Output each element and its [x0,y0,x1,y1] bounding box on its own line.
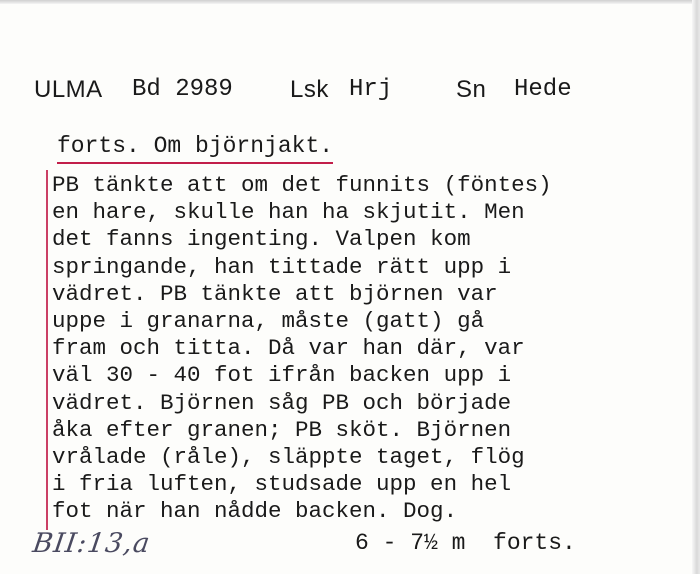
socken-label: Sn [456,76,487,103]
body-line: det fanns ingenting. Valpen kom [52,226,471,253]
landskap-label: Lsk [290,76,329,103]
body-line: väl 30 - 40 fot ifrån backen upp i [52,362,512,389]
body-line: vädret. Björnen såg PB och började [52,389,512,416]
body-line: vädret. PB tänkte att björnen var [52,280,498,307]
card-header [34,76,674,108]
body-line: en hare, skulle han ha skjutit. Men [52,199,525,226]
record-number: Bd 2989 [132,76,233,103]
handwritten-shelf-code: BII:13,a [30,528,153,559]
body-line: uppe i granarna, måste (gatt) gå [52,307,485,334]
card-right-edge [692,0,700,574]
socken-value: Hede [514,76,572,103]
body-line: fot när han nådde backen. Dog. [52,498,458,525]
body-line: springande, han tittade rätt upp i [52,253,512,280]
card-subtitle: forts. Om björnjakt. [57,133,333,164]
body-line: åka efter granen; PB sköt. Björnen [52,416,512,443]
body-line: vrålade (råle), släppte taget, flög [52,443,525,470]
landskap-value: Hrj [349,76,393,103]
body-line: i fria luften, studsade upp en hel [52,471,512,498]
card-body-text [52,172,672,525]
body-line: PB tänkte att om det funnits (föntes) [52,172,552,198]
body-line: fram och titta. Då var han där, var [52,335,525,362]
continuation-reference: 6 - 7½ m forts. [355,530,576,556]
card-top-edge [0,0,700,4]
margin-rule [46,170,48,530]
archive-code: ULMA [34,76,103,103]
